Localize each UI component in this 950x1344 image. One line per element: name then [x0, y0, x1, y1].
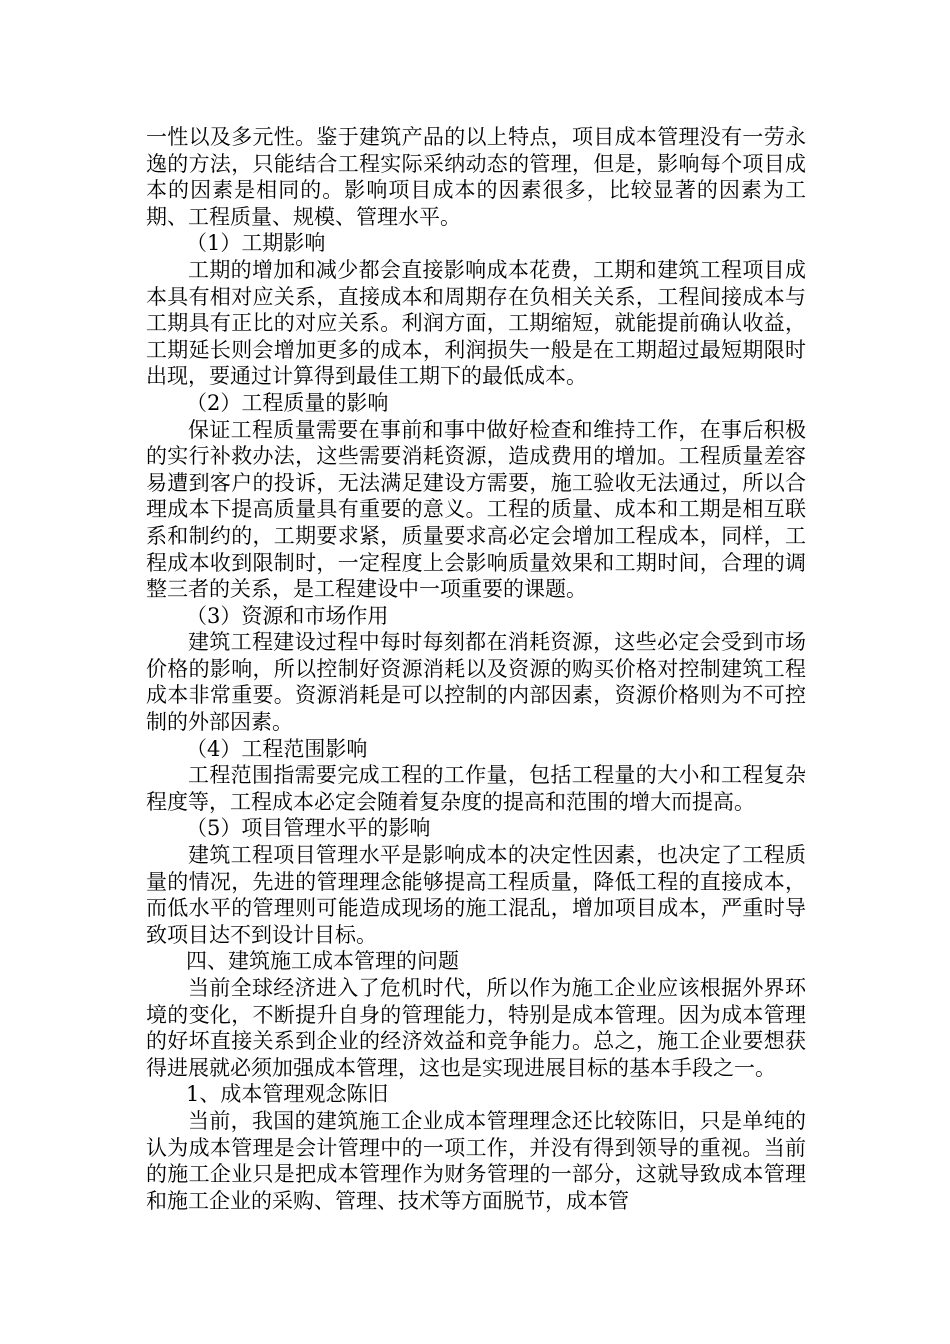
- paragraph-continued: 一性以及多元性。鉴于建筑产品的以上特点，项目成本管理没有一劳永逸的方法，只能结合工程实际采纳动态的管理，但是，影响每个项目成本的因素是相同的。影响项目成本的因素很多，比较显著的因素为工期、工程质量、规模、管理水平。: [146, 125, 806, 229]
- section-heading-management-level: （5）项目管理水平的影响: [186, 816, 431, 841]
- paragraph-cost-problems: 当前全球经济进入了危机时代，所以作为施工企业应该根据外界环境的变化，不断提升自身的管理能力，特别是成本管理。因为成本管理的好坏直接关系到企业的经济效益和竞争能力。总之，施工企业要想获得进展就必须加强成本管理，这也是实现进展目标的基本手段之一。: [146, 976, 806, 1080]
- paragraph-resources: 建筑工程建设过程中每时每刻都在消耗资源，这些必定会受到市场价格的影响，所以控制好资源消耗以及资源的购买价格对控制建筑工程成本非常重要。资源消耗是可以控制的内部因素，资源价格则为不可控制的外部因素。: [146, 630, 806, 735]
- section-heading-cost-problems: 四、建筑施工成本管理的问题: [186, 949, 459, 974]
- paragraph-management-level: 建筑工程项目管理水平是影响成本的决定性因素，也决定了工程质量的情况，先进的管理理念能够提高工程质量，降低工程的直接成本，而低水平的管理则可能造成现场的施工混乱，增加项目成本，严重时导致项目达不到设计目标。: [146, 843, 806, 947]
- section-heading-quality: （2）工程质量的影响: [186, 390, 389, 415]
- section-heading-schedule: （1）工期影响: [186, 231, 326, 256]
- section-heading-resources: （3）资源和市场作用: [186, 603, 389, 628]
- paragraph-scope: 工程范围指需要完成工程的工作量，包括工程量的大小和工程复杂程度等，工程成本必定会随着复杂度的提高和范围的增大而提高。: [146, 763, 806, 814]
- paragraph-outdated-concept: 当前，我国的建筑施工企业成本管理理念还比较陈旧，只是单纯的认为成本管理是会计管理中的一项工作，并没有得到领导的重视。当前的施工企业只是把成本管理作为财务管理的一部分，这就导致成本管理和施工企业的采购、管理、技术等方面脱节，成本管: [146, 1108, 806, 1213]
- section-heading-scope: （4）工程范围影响: [186, 736, 368, 761]
- section-heading-outdated-concept: 1、成本管理观念陈旧: [186, 1082, 389, 1107]
- paragraph-schedule: 工期的增加和减少都会直接影响成本花费，工期和建筑工程项目成本具有相对应关系，直接成本和周期存在负相关关系，工程间接成本与工期具有正比的对应关系。利润方面，工期缩短，就能提前确认收益，工期延长则会增加更多的成本，利润损失一般是在工期超过最短期限时出现，要通过计算得到最佳工期下的最低成本。: [146, 257, 806, 389]
- paragraph-quality: 保证工程质量需要在事前和事中做好检查和维持工作，在事后积极的实行补救办法，这些需要消耗资源，造成费用的增加。工程质量差容易遭到客户的投诉，无法满足建设方需要，施工验收无法通过，所以合理成本下提高质量具有重要的意义。工程的质量、成本和工期是相互联系和制约的，工期要求紧，质量要求高必定会增加工程成本，同样，工程成本收到限制时，一定程度上会影响质量效果和工期时间，合理的调整三者的关系，是工程建设中一项重要的课题。: [146, 417, 806, 602]
- document-body: [146, 124, 806, 1214]
